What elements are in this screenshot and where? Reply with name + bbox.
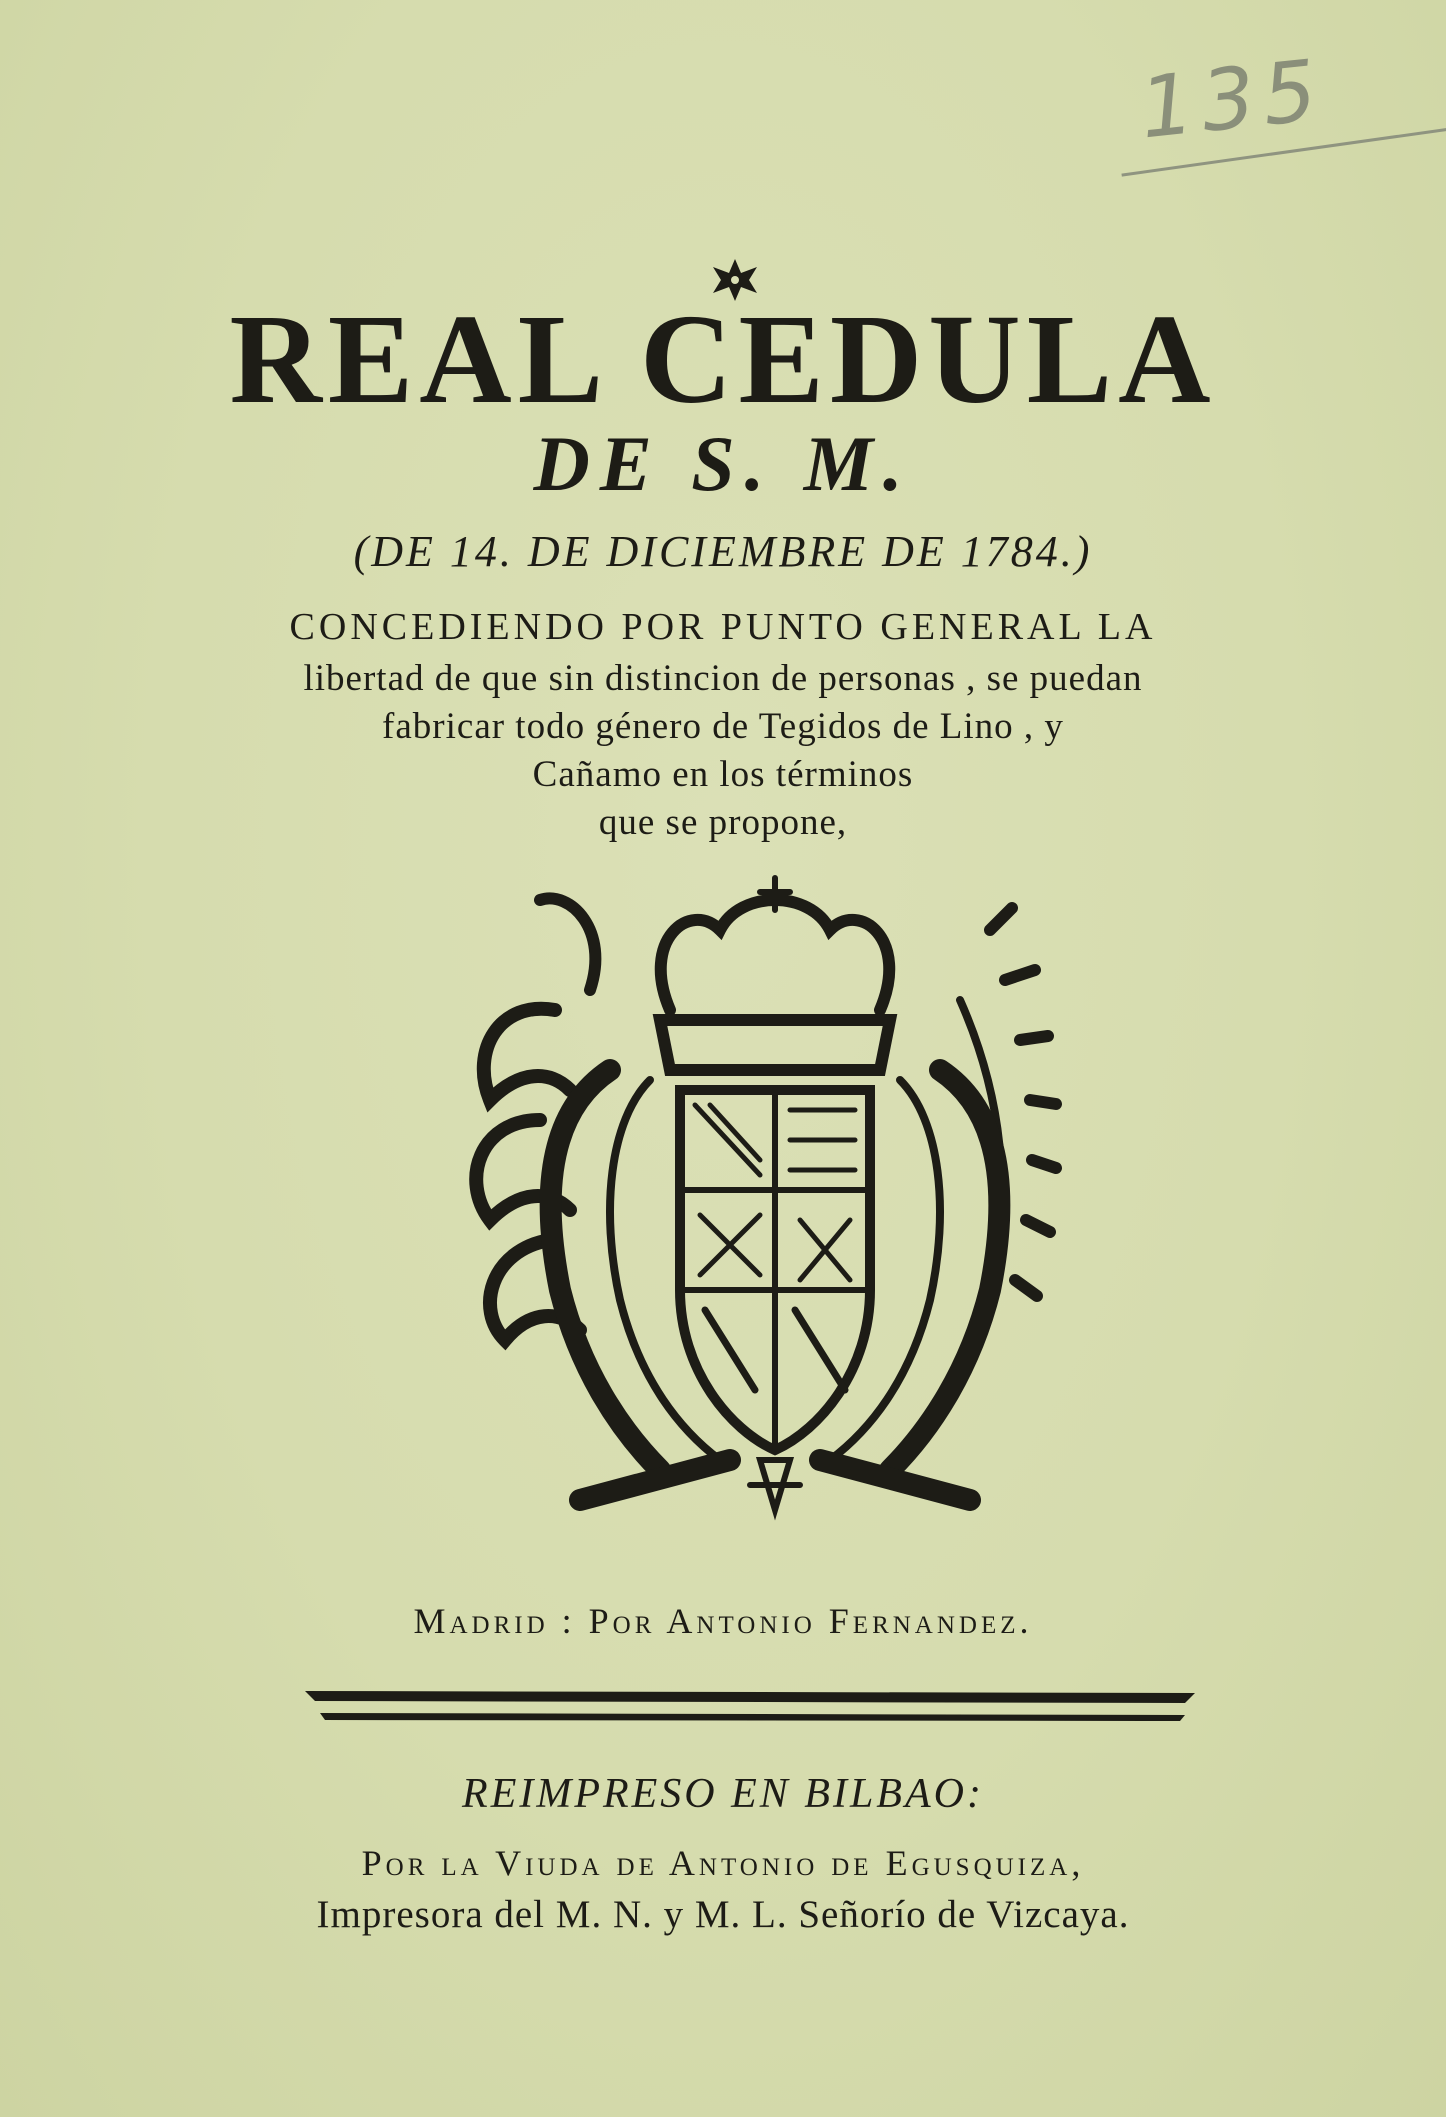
reprint-line-1: Por la Viuda de Antonio de Egusquiza, [361,1843,1085,1883]
document-title: REAL CEDULA [229,288,1217,430]
reprint-line-2: Impresora del M. N. y M. L. Señorío de Vizcaya. [316,1893,1130,1936]
body-line-5: que se propone, [598,802,848,843]
pencil-shelfmark [1120,40,1420,158]
date-line: (DE 14. DE DICIEMBRE DE 1784.) [353,527,1093,576]
body-line-4: Cañamo en los términos [532,754,914,795]
body-line-1: CONCEDIENDO POR PUNTO GENERAL LA [289,606,1157,648]
imprint-line: Madrid : Por Antonio Fernandez. [413,1601,1033,1641]
royal-coat-of-arms-icon [460,870,1090,1570]
double-rule [305,1683,1195,1728]
body-line-2: libertad de que sin distincion de personas , se puedan [303,658,1143,699]
document-subtitle: DE S. M. [533,420,913,507]
body-line-3: fabricar todo género de Tegidos de Lino , y [382,706,1064,747]
reprint-title: REIMPRESO EN BILBAO: [462,1771,984,1817]
shelfmark-number: 135 [1135,40,1329,158]
